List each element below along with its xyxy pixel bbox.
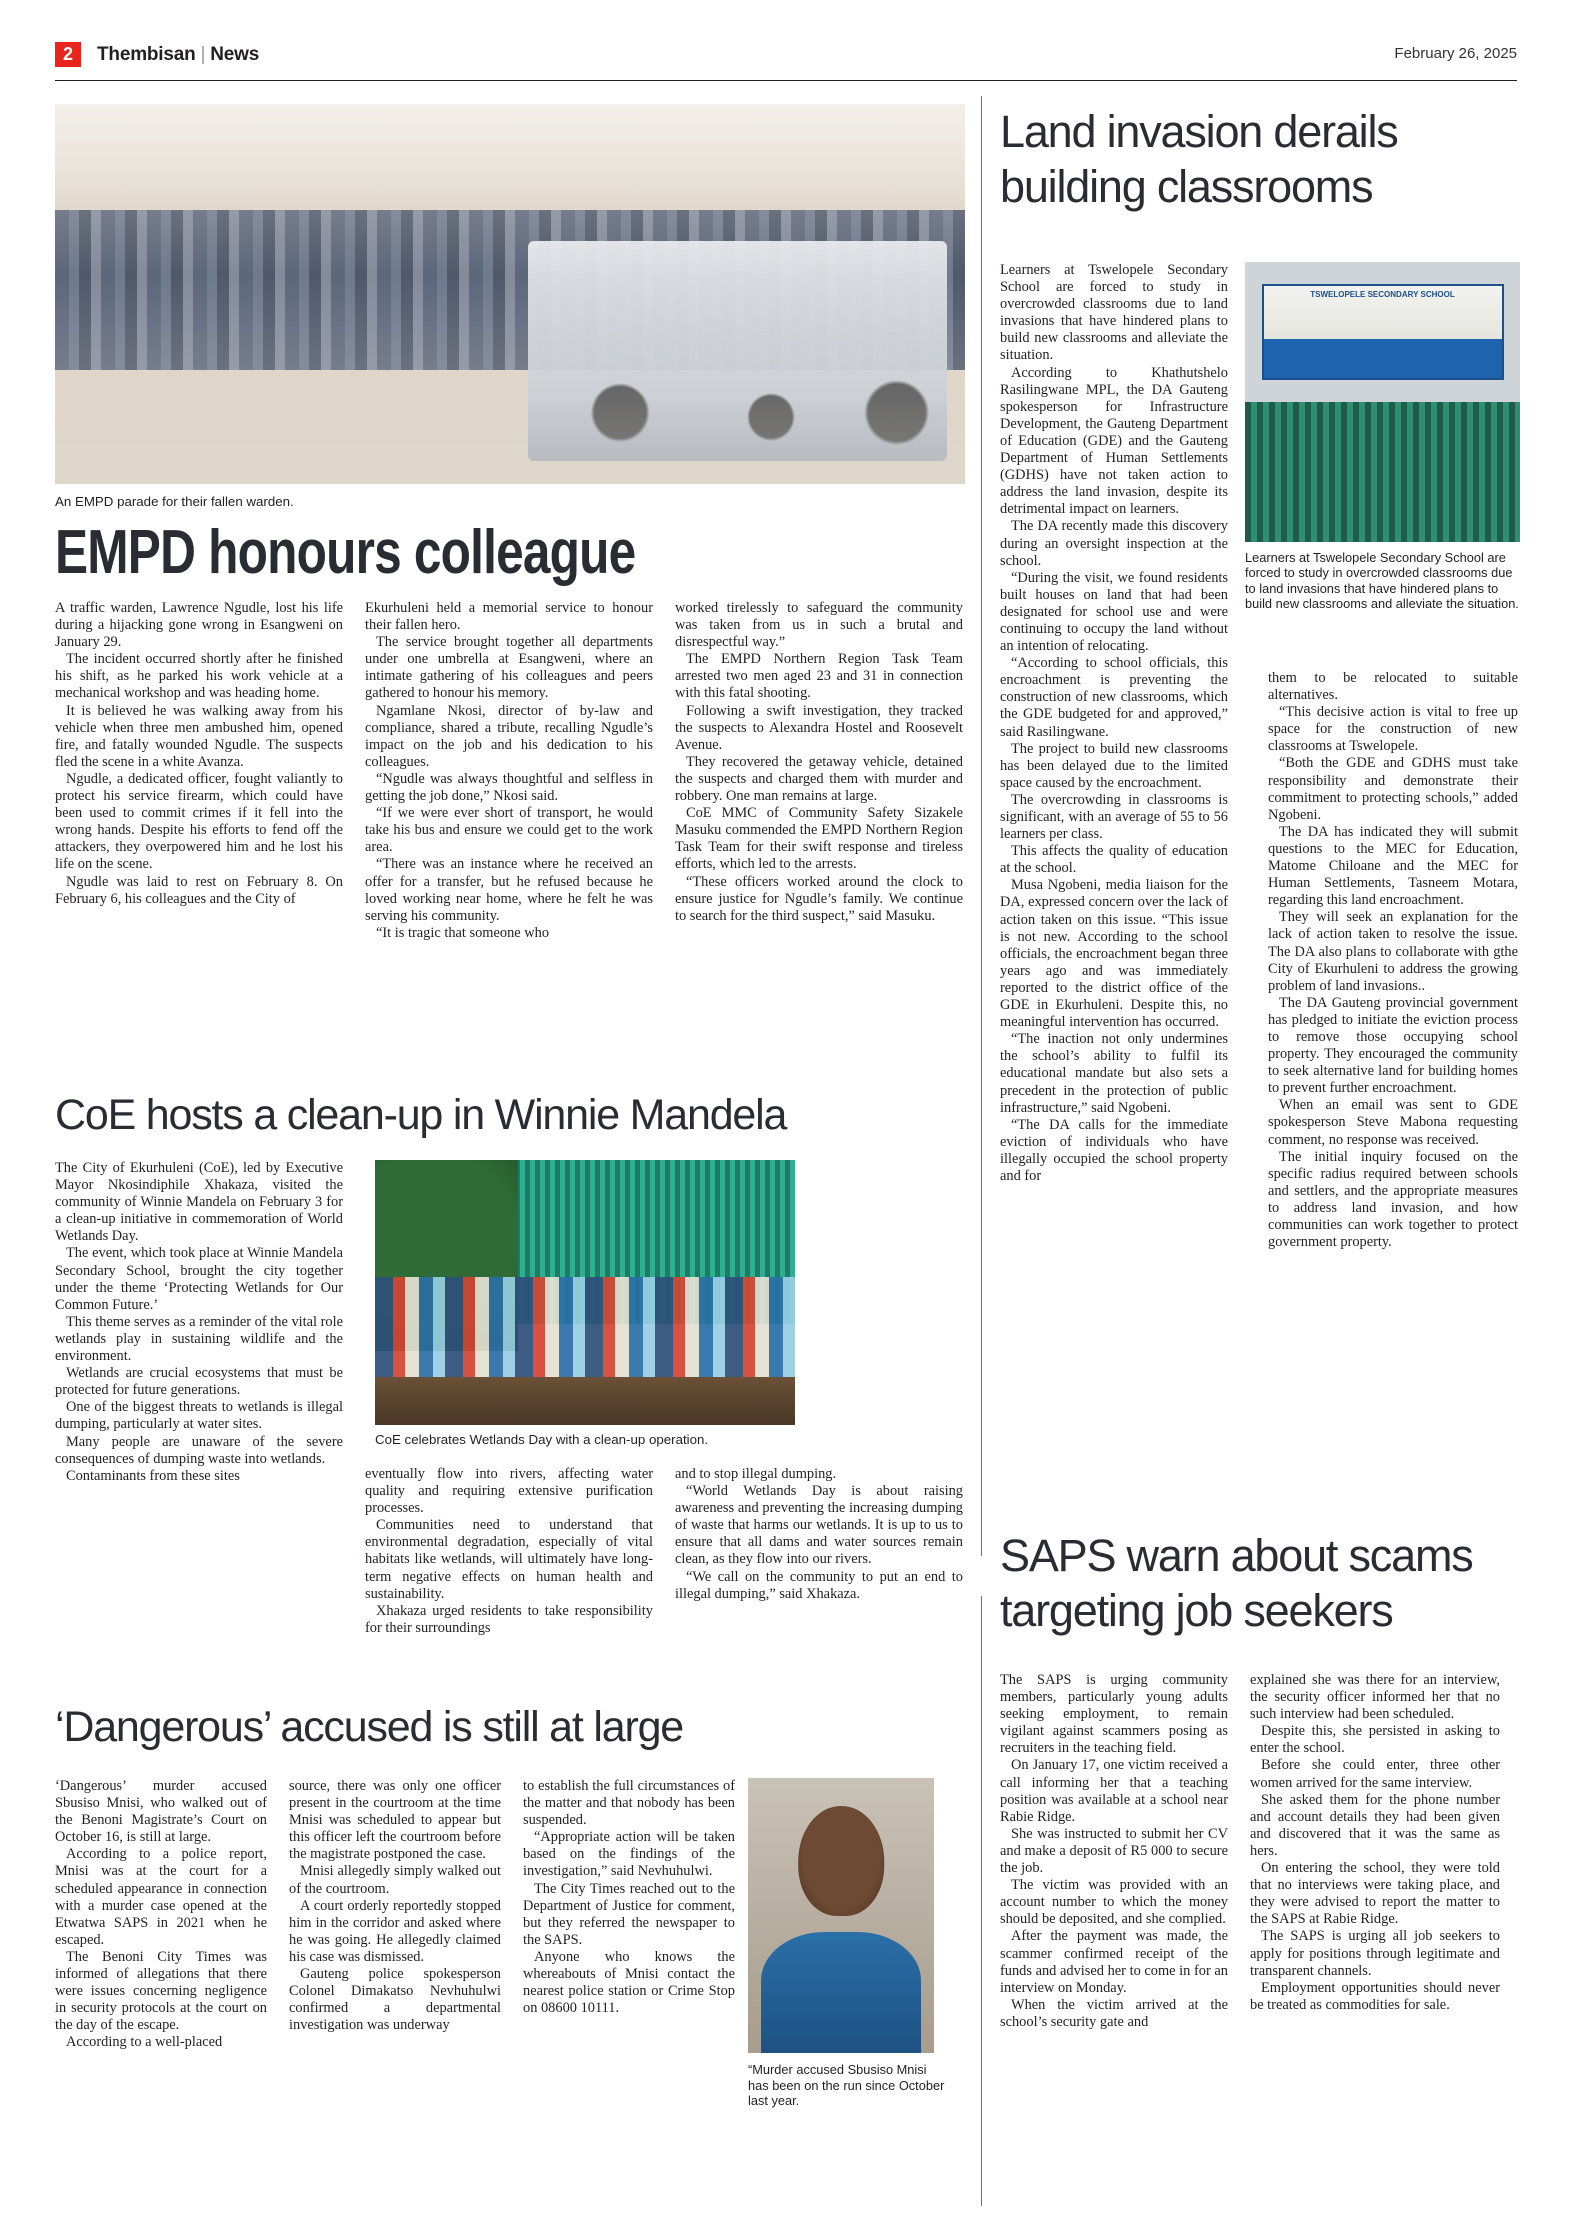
saps-column-2: explained she was there for an interview, the security officer informed her that no such interview had been scheduled. Despite this, she persisted in asking to enter the school. Before she could enter, three other women arrived for the same interview. She asked them for the phone number and account details they had been given and discovered that it was the same as hers. On entering the school, they were told that no interviews were taking place, and they were advised to report the matter to the SAPS at Rabie Ridge. The SAPS is urging all job seekers to apply for positions through legitimate and transparent channels. Employment opportunities should never be treated as commodities for sale. bbox=[1250, 1672, 1500, 2013]
coe-column-3: and to stop illegal dumping. “World Wetlands Day is about raising awareness and preventing the increasing dumping of waste that harms our wetlands. It is up to us to ensure that all dams and water sources remain clean, as they flow into our rivers. “We call on the community to put an end to illegal dumping,” said Xhakaza. bbox=[675, 1466, 963, 1602]
land-column-1: Learners at Tswelopele Secondary School are forced to study in overcrowded classrooms due to land invasions that have hindered plans to build new classrooms and alleviate the situation. According to Khathutshelo Rasilingwane MPL, the DA Gauteng spokesperson for Infrastructure Development, the Gauteng Department of Education (GDE) and the Gauteng Department of Human Settlements (GDHS) have not taken action to address the land invasion, despite its detrimental impact on learners. The DA recently made this discovery during an oversight inspection at the school. “During the visit, we found residents built houses on land that had been designated for school use and were continuing to occupy the land without an intention of relocating. “According to school officials, this encroachment is preventing the construction of new classrooms, which the GDE budgeted for and approved,” said Rasilingwane. The project to build new classrooms has been delayed due to the limited space caused by the encroachment. The overcrowding in classrooms is significant, with an average of 55 to 56 learners per class. This affects the quality of education at the school. Musa Ngobeni, media liaison for the DA, expressed concern over the lack of action taken on this issue. “This issue is not new. According to the school officials, the encroachment began three years ago and was immediately reported to the district office of the GDE in Ekurhuleni. Despite this, no meaningful intervention has occurred. “The inaction not only undermines the school’s ability to fulfil its educational mandate but also sets a precedent in the protection of public infrastructure,” said Ngobeni. “The DA calls for the immediate eviction of individuals who have illegally occupied the school property and for bbox=[1000, 262, 1228, 1184]
masthead-separator: | bbox=[200, 43, 206, 65]
masthead-title bbox=[97, 44, 259, 66]
publication-name: Thembisan bbox=[97, 43, 196, 65]
coe-headline: CoE hosts a clean-up in Winnie Mandela bbox=[55, 1091, 787, 1139]
page-number-badge: 2 bbox=[55, 42, 81, 67]
mnisi-portrait-photo bbox=[748, 1778, 934, 2053]
empd-column-3: worked tirelessly to safeguard the community was taken from us in such a brutal and disrespectful way.” The EMPD Northern Region Task Team arrested two men aged 23 and 31 in connection with this fatal shooting. Following a swift investigation, they tracked the suspects to Alexandra Hostel and Roosevelt Avenue. They recovered the getaway vehicle, detained the suspects and charged them with murder and robbery. One man remains at large. CoE MMC of Community Safety Sizakele Masuku commended the EMPD Northern Region Task Team for their swift response and tireless efforts, which led to the arrests. “These officers worked around the clock to ensure justice for Ngudle’s family. We continue to search for the third suspect,” said Masuku. bbox=[675, 600, 963, 924]
dangerous-headline: ‘Dangerous’ accused is still at large bbox=[55, 1703, 683, 1751]
issue-date: February 26, 2025 bbox=[1394, 45, 1517, 62]
section-name: News bbox=[210, 43, 260, 65]
masthead-rule bbox=[55, 80, 1517, 81]
dangerous-body bbox=[55, 1778, 735, 2052]
dangerous-column-3: to establish the full circumstances of the matter and that nobody has been suspended. “Appropriate action will be taken based on the findings of the investigation,” said Nevhuhulwi. The City Times reached out to the Department of Justice for comment, but they referred the newspaper to the SAPS. Anyone who knows the whereabouts of Mnisi contact the nearest police station or Crime Stop on 08600 10111. bbox=[523, 1778, 735, 2017]
column-divider-lower bbox=[981, 1596, 982, 2206]
dangerous-column-1: ‘Dangerous’ murder accused Sbusiso Mnisi, who walked out of the Benoni Magistrate’s Court on October 16, is still at large. According to a police report, Mnisi was at the court for a scheduled appearance in connection with a murder case opened at the Etwatwa SAPS in 2021 when he escaped. The Benoni City Times was informed of allegations that there were issues concerning negligence in security protocols at the court on the day of the escape. According to a well-placed bbox=[55, 1778, 267, 2051]
empd-headline: EMPD honours colleague bbox=[55, 518, 636, 587]
saps-headline: SAPS warn about scams targeting job seekers bbox=[1000, 1530, 1473, 1636]
column-divider-main bbox=[981, 96, 982, 1556]
empd-photo-caption: An EMPD parade for their fallen warden. bbox=[55, 494, 294, 509]
empd-column-1: A traffic warden, Lawrence Ngudle, lost his life during a hijacking gone wrong in Esangweni on January 29. The incident occurred shortly after he finished his shift, as he parked his work vehicle at a mechanical workshop and was heading home. It is believed he was walking away from his vehicle when three men ambushed him, opened fire, and fatally wounded Ngudle. The suspects fled the scene in a white Avanza. Ngudle, a dedicated officer, fought valiantly to protect his service firearm, which could have been used to commit crimes if it fell into the wrong hands. Despite his efforts to fend off the attackers, they overpowered him and he lost his life on the scene. Ngudle was laid to rest on February 8. On February 6, his colleagues and the City of bbox=[55, 600, 343, 907]
land-column-2: them to be relocated to suitable alternatives. “This decisive action is vital to free up space for the construction of new classrooms at Tswelopele. “Both the GDE and GDHS must take responsibility and demonstrate their commitment to protecting schools,” added Ngobeni. The DA has indicated they will submit questions to the MEC for Education, Matome Chiloane and the MEC for Human Settlements, Tasneem Motara, regarding this land encroachment. They will seek an explanation for the lack of action taken to resolve the issue. The DA also plans to collaborate with gthe City of Ekurhuleni to address the growing problem of land invasions.. The DA Gauteng provincial government has pledged to initiate the eviction process to remove those occupying school property. They encouraged the community to seek alternative land for building homes to prevent further encroachment. When an email was sent to GDE spokesperson Steve Mabona requesting comment, no response was received. The initial inquiry focused on the specific radius required between schools and settlers, and the appropriate measures to address land invasion, and how communities can work together to protect government property. bbox=[1268, 670, 1518, 1251]
saps-body bbox=[1000, 1672, 1520, 2031]
coe-cleanup-photo bbox=[375, 1160, 795, 1425]
dangerous-photo-caption: “Murder accused Sbusiso Mnisi has been on the run since October last year. bbox=[748, 2062, 945, 2108]
land-headline: Land invasion derails building classrooms bbox=[1000, 106, 1398, 212]
coe-column-2: eventually flow into rivers, affecting water quality and requiring extensive purification processes. Communities need to understand that environmental degradation, especially of vital habitats like wetlands, will ultimately have long-term negative effects on human health and sustainability. Xhakaza urged residents to take responsibility for their surroundings bbox=[365, 1466, 653, 1636]
saps-column-1: The SAPS is urging community members, particularly young adults seeking employment, to remain vigilant against scammers posing as recruiters in the teaching field. On January 17, one victim received a call informing her that a teaching position was available at a school near Rabie Ridge. She was instructed to submit her CV and make a deposit of R5 000 to secure the job. The victim was provided with an account number to which the money should be deposited, and she complied. After the payment was made, the scammer confirmed receipt of the funds and advised her to come in for an interview on Monday. When the victim arrived at the school’s security gate and bbox=[1000, 1672, 1228, 2030]
empd-body bbox=[55, 600, 965, 942]
tswelopele-school-sign-photo bbox=[1245, 262, 1520, 542]
coe-column-1: The City of Ekurhuleni (CoE), led by Executive Mayor Nkosindiphile Xhakaza, visited the community of Winnie Mandela on February 3 for a clean-up initiative in commemoration of World Wetlands Day. The event, which took place at Winnie Mandela Secondary School, brought the city together under the theme ‘Protecting Wetlands for Our Common Future.’ This theme serves as a reminder of the vital role wetlands play in sustaining wildlife and the environment. Wetlands are crucial ecosystems that must be protected for future generations. One of the biggest threats to wetlands is illegal dumping, particularly at water sites. Many people are unaware of the severe consequences of dumping waste into wetlands. Contaminants from these sites bbox=[55, 1160, 343, 1484]
page-masthead bbox=[55, 42, 1517, 72]
coe-photo-caption: CoE celebrates Wetlands Day with a clean-up operation. bbox=[375, 1432, 709, 1447]
empd-column-2: Ekurhuleni held a memorial service to honour their fallen hero. The service brought together all departments under one umbrella at Esangweni, where an intimate gathering of his colleagues and peers gathered to honour his memory. Ngamlane Nkosi, director of by-law and compliance, shared a tribute, recalling Ngudle’s impact on the job and his dedication to his colleagues. “Ngudle was always thoughtful and selfless in getting the job done,” Nkosi said. “If we were ever short of transport, he would take his bus and ensure we could get to the work area. “There was an instance where he received an offer for a transfer, but he refused because he loved working near home, where he felt he was serving his community. “It is tragic that someone who bbox=[365, 600, 653, 941]
school-sign-text: TSWELOPELE SECONDARY SCHOOL bbox=[1310, 290, 1455, 300]
land-photo-caption: Learners at Tswelopele Secondary School are forced to study in overcrowded classrooms due to land invasions that have hindered plans to build new classrooms and alleviate the situation. bbox=[1245, 550, 1519, 612]
empd-parade-photo bbox=[55, 104, 965, 484]
dangerous-column-2: source, there was only one officer present in the courtroom at the time Mnisi was scheduled to appear but this officer left the courtroom before the magistrate postponed the case. Mnisi allegedly simply walked out of the courtroom. A court orderly reportedly stopped him in the corridor and asked where he was going. He allegedly claimed his case was dismissed. Gauteng police spokesperson Colonel Dimakatso Nevhuhulwi confirmed a departmental investigation was underway bbox=[289, 1778, 501, 2034]
